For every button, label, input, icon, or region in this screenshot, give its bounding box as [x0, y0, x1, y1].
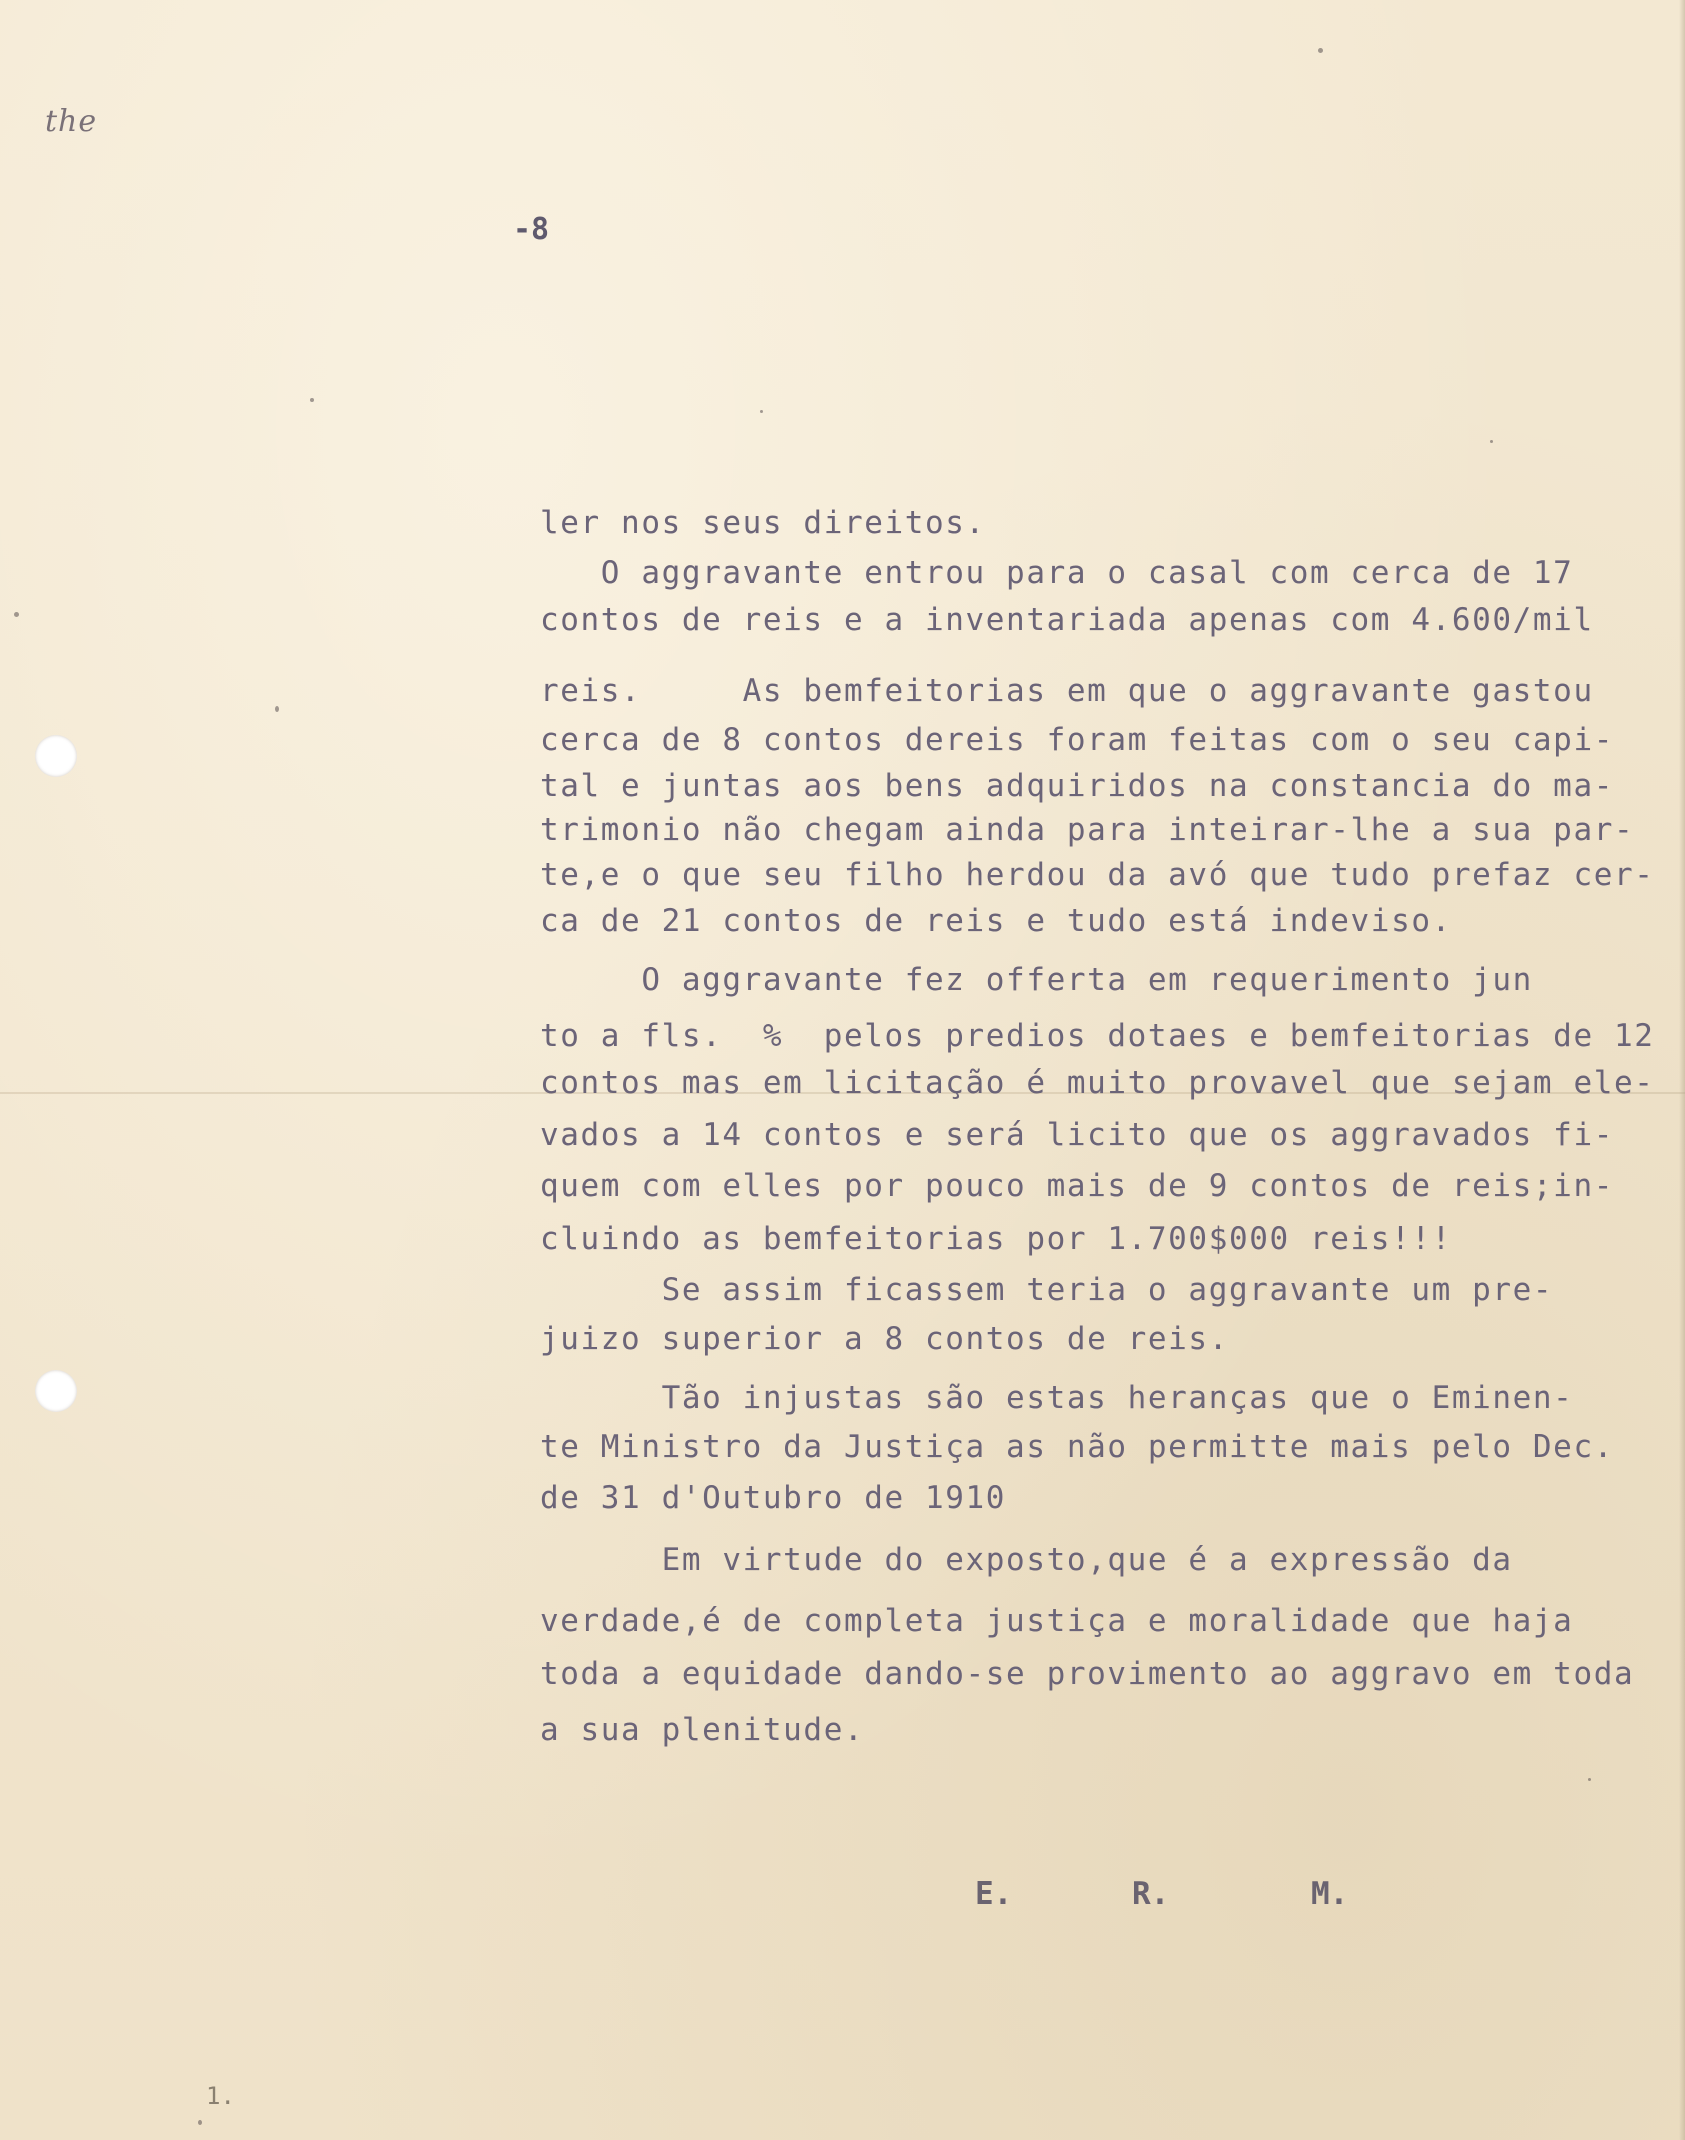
paper-edge-shadow [1679, 0, 1685, 2140]
body-line: contos mas em licitação é muito provavel que sejam ele- [540, 1065, 1655, 1101]
body-line: juizo superior a 8 contos de reis. [540, 1321, 1229, 1357]
body-line: cerca de 8 contos dereis foram feitas com o seu capi- [540, 722, 1614, 758]
body-line: to a fls. % pelos predios dotaes e bemfeitorias de 12 [540, 1018, 1655, 1054]
ink-speck [198, 2120, 202, 2125]
body-line: ca de 21 contos de reis e tudo está indeviso. [540, 903, 1452, 939]
body-line: quem com elles por pouco mais de 9 contos de reis;in- [540, 1168, 1614, 1204]
body-line: tal e juntas aos bens adquiridos na constancia do ma- [540, 768, 1614, 804]
body-line: verdade,é de completa justiça e moralidade que haja [540, 1603, 1574, 1639]
page-number: -8 [513, 212, 550, 247]
signature-initial-1: E. [975, 1876, 1013, 1912]
body-line: a sua plenitude. [540, 1712, 865, 1748]
ink-speck [1318, 48, 1323, 53]
body-line: vados a 14 contos e será licito que os aggravados fi- [540, 1117, 1614, 1153]
body-line: Tão injustas são estas heranças que o Eminen- [540, 1380, 1574, 1416]
signature-initial-3: M. [1311, 1876, 1349, 1912]
bottom-margin-mark: 1. [206, 2082, 235, 2110]
ink-speck [1588, 1778, 1591, 1781]
signature-initial-2: R. [1132, 1876, 1170, 1912]
body-line: contos de reis e a inventariada apenas com 4.600/mil [540, 602, 1594, 638]
body-line: cluindo as bemfeitorias por 1.700$000 reis!!! [540, 1221, 1452, 1257]
punch-hole-upper [35, 735, 77, 777]
body-line: Em virtude do exposto,que é a expressão da [540, 1542, 1513, 1578]
ink-speck [760, 410, 763, 413]
body-line: O aggravante fez offerta em requerimento jun [540, 962, 1533, 998]
body-line: O aggravante entrou para o casal com cerca de 17 [540, 555, 1574, 591]
ink-speck [1490, 440, 1493, 443]
handwritten-corner-mark: the [45, 104, 98, 139]
ink-speck [310, 398, 314, 402]
body-line: te Ministro da Justiça as não permitte mais pelo Dec. [540, 1429, 1614, 1465]
body-line: ler nos seus direitos. [540, 505, 986, 541]
body-line: te,e o que seu filho herdou da avó que tudo prefaz cer- [540, 857, 1655, 893]
ink-speck [14, 612, 19, 617]
ink-speck [275, 706, 279, 712]
body-line: trimonio não chegam ainda para inteirar-lhe a sua par- [540, 812, 1635, 848]
punch-hole-lower [35, 1370, 77, 1412]
body-line: reis. As bemfeitorias em que o aggravante gastou [540, 673, 1594, 709]
body-line: toda a equidade dando-se provimento ao aggravo em toda [540, 1656, 1635, 1692]
body-line: de 31 d'Outubro de 1910 [540, 1480, 1007, 1516]
body-line: Se assim ficassem teria o aggravante um pre- [540, 1272, 1554, 1308]
